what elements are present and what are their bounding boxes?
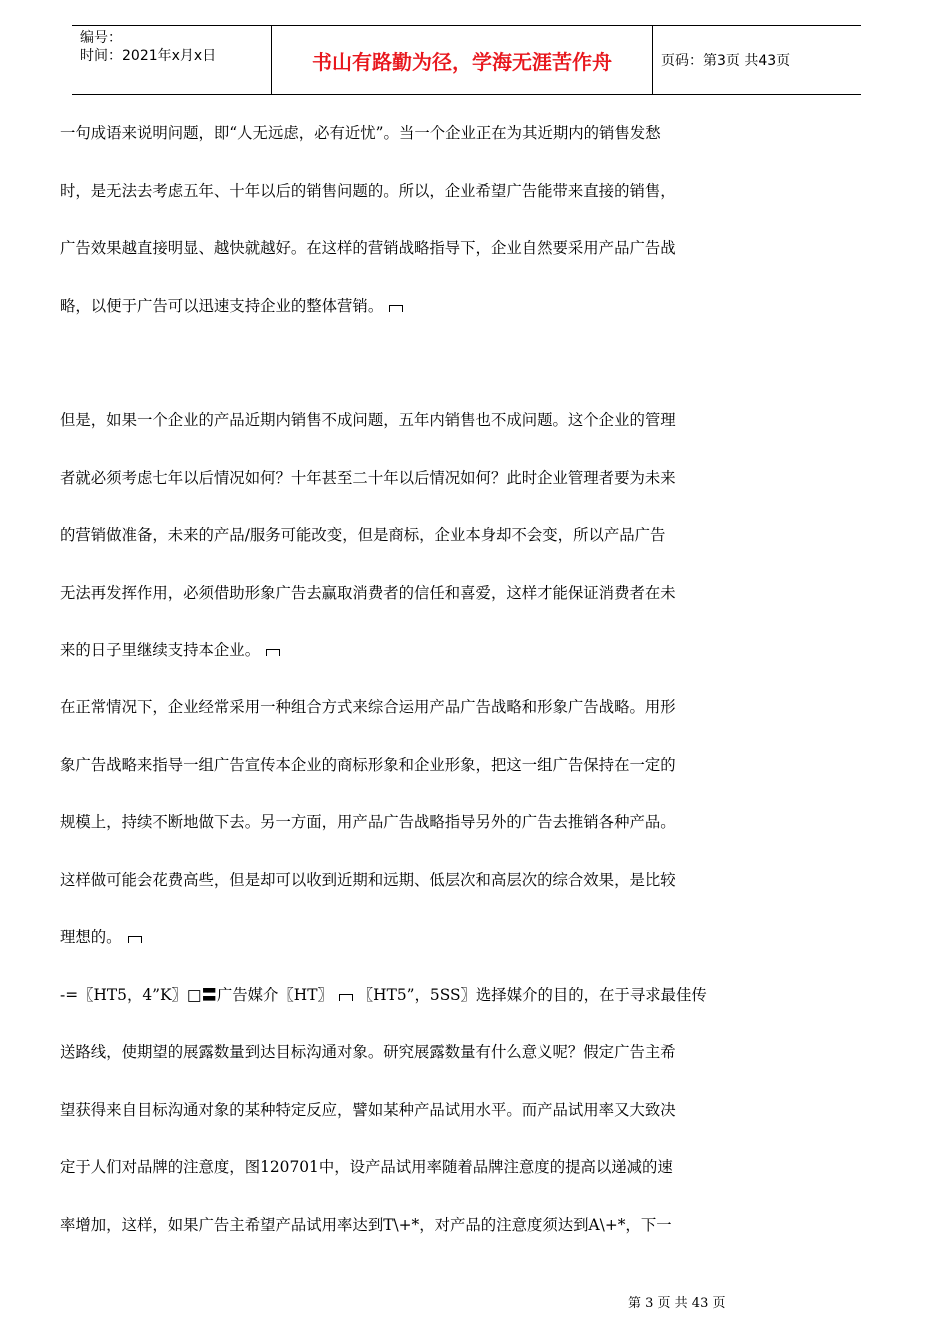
body-line: 者就必须考虑七年以后情况如何？十年甚至二十年以后情况如何？此时企业管理者要为未来 — [60, 469, 676, 487]
body-line: 规模上，持续不断地做下去。另一方面，用产品广告战略指导另外的广告去推销各种产品。 — [60, 813, 676, 831]
body-line: 广告效果越直接明显、越快就越好。在这样的营销战略指导下，企业自然要采用产品广告战 — [60, 239, 676, 257]
body-line: 略，以便于广告可以迅速支持企业的整体营销。 — [60, 296, 403, 316]
body-line: 在正常情况下，企业经常采用一种组合方式来综合运用产品广告战略和形象广告战略。用形 — [60, 698, 676, 716]
body-line: 时，是无法去考虑五年、十年以后的销售问题的。所以，企业希望广告能带来直接的销售， — [60, 182, 676, 200]
body-line: 但是，如果一个企业的产品近期内销售不成问题，五年内销售也不成问题。这个企业的管理 — [60, 411, 676, 429]
body-line: 来的日子里继续支持本企业。 — [60, 640, 280, 660]
header-meta — [72, 26, 272, 94]
body-line: 象广告战略来指导一组广告宣传本企业的商标形象和企业形象，把这一组广告保持在一定的 — [60, 756, 676, 774]
body-line: 望获得来自目标沟通对象的某种特定反应，譬如某种产品试用水平。而产品试用率又大致决 — [60, 1101, 676, 1119]
time-label: 时间：2021年x月x日 — [80, 48, 217, 64]
header-page-info: 页码：第3页 共43页 — [661, 53, 791, 69]
page-header — [72, 25, 861, 95]
paragraph-mark — [339, 994, 353, 1001]
body-line: 率增加，这样，如果广告主希望产品试用率达到T\+*，对产品的注意度须达到A\+*，下一 — [60, 1216, 672, 1234]
paragraph-mark — [128, 936, 142, 943]
paragraph-mark — [389, 305, 403, 312]
header-motto: 书山有路勤为径，学海无涯苦作舟 — [272, 26, 653, 94]
number-label: 编号： — [80, 30, 122, 46]
body-line: 一句成语来说明问题，即“人无远虑，必有近忧”。当一个企业正在为其近期内的销售发愁 — [60, 124, 661, 142]
body-line: 定于人们对品牌的注意度，图120701中，设产品试用率随着品牌注意度的提高以递减的速 — [60, 1158, 673, 1176]
body-line: 送路线，使期望的展露数量到达目标沟通对象。研究展露数量有什么意义呢？假定广告主希 — [60, 1043, 676, 1061]
body-line: 无法再发挥作用，必须借助形象广告去赢取消费者的信任和喜爱，这样才能保证消费者在未 — [60, 584, 676, 602]
body-line: 这样做可能会花费高些，但是却可以收到近期和远期、低层次和高层次的综合效果，是比较 — [60, 871, 676, 889]
page-footer: 第 3 页 共 43 页 — [628, 1296, 726, 1311]
body-line: -=〖HT5，4”K〗□〓广告媒介〖HT〗 〖HT5”，5SS〗选择媒介的目的，在于寻求最佳传 — [60, 986, 707, 1004]
body-line: 的营销做准备，未来的产品/服务可能改变，但是商标，企业本身却不会变，所以产品广告 — [60, 526, 666, 544]
body-line: 理想的。 — [60, 927, 142, 947]
paragraph-mark — [266, 649, 280, 656]
